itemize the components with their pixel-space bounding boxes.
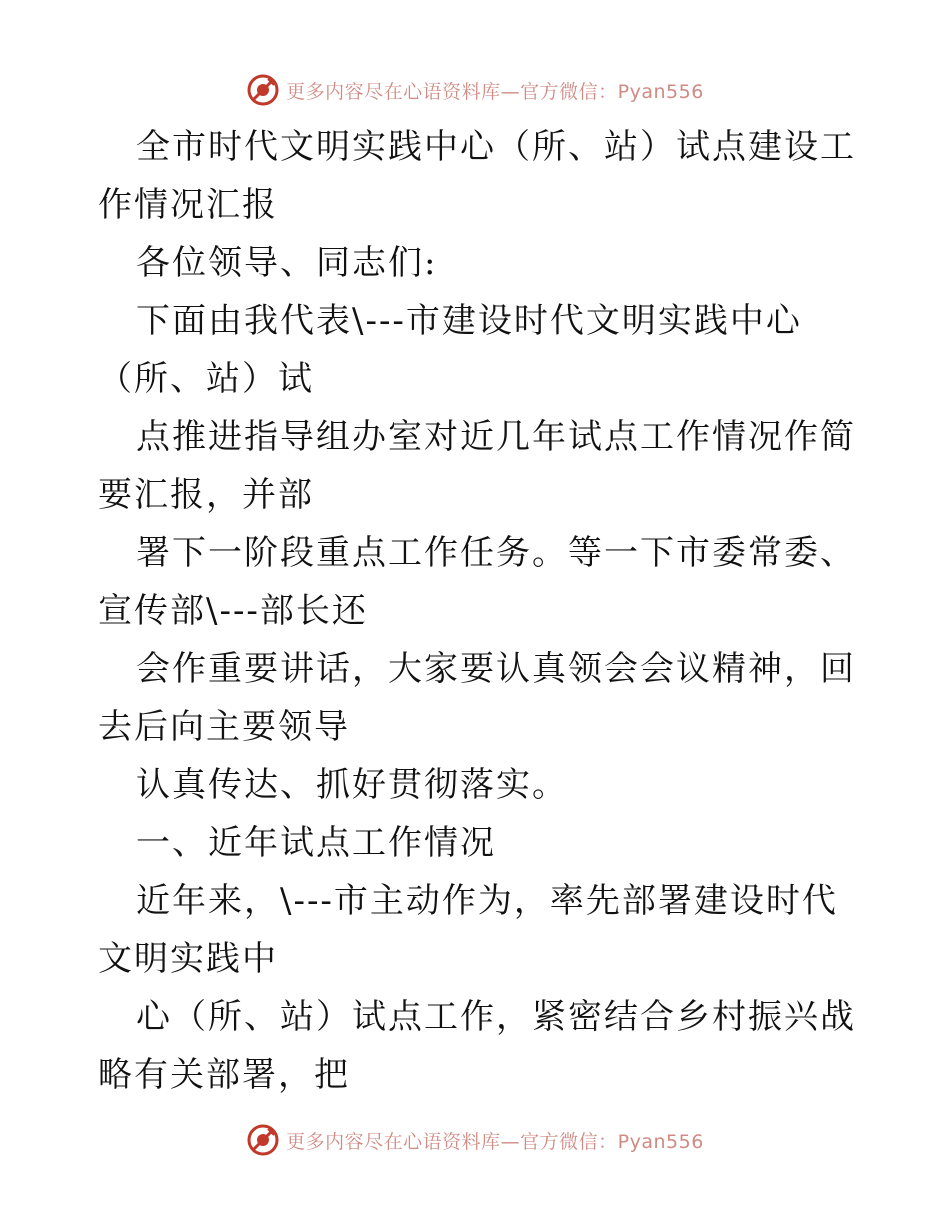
body-paragraph: 署下一阶段重点工作任务。等一下市委常委、宣传部\---部长还 — [98, 533, 856, 631]
watermark-logo-icon — [246, 1123, 280, 1157]
watermark-text: 更多内容尽在心语资料库—官方微信：Pyan556 — [286, 80, 704, 103]
body-paragraph: 认真传达、抓好贯彻落实。 — [136, 765, 568, 805]
section-heading: 一、近年试点工作情况 — [136, 823, 496, 863]
watermark-logo-icon — [246, 73, 280, 107]
salutation: 各位领导、同志们: — [136, 243, 438, 283]
watermark-text: 更多内容尽在心语资料库—官方微信：Pyan556 — [286, 1130, 704, 1153]
footer-watermark — [0, 1120, 950, 1160]
document-body — [98, 118, 858, 1104]
header-watermark — [0, 70, 950, 110]
body-paragraph: 心（所、站）试点工作，紧密结合乡村振兴战略有关部署，把 — [98, 997, 856, 1095]
body-paragraph: 点推进指导组办室对近几年试点工作情况作简要汇报，并部 — [98, 417, 856, 515]
body-paragraph: 近年来，\---市主动作为，率先部署建设时代文明实践中 — [98, 881, 838, 979]
body-paragraph: 下面由我代表\---市建设时代文明实践中心（所、站）试 — [98, 301, 802, 399]
document-title: 全市时代文明实践中心（所、站）试点建设工作情况汇报 — [98, 127, 856, 225]
body-paragraph: 会作重要讲话，大家要认真领会会议精神，回去后向主要领导 — [98, 649, 856, 747]
